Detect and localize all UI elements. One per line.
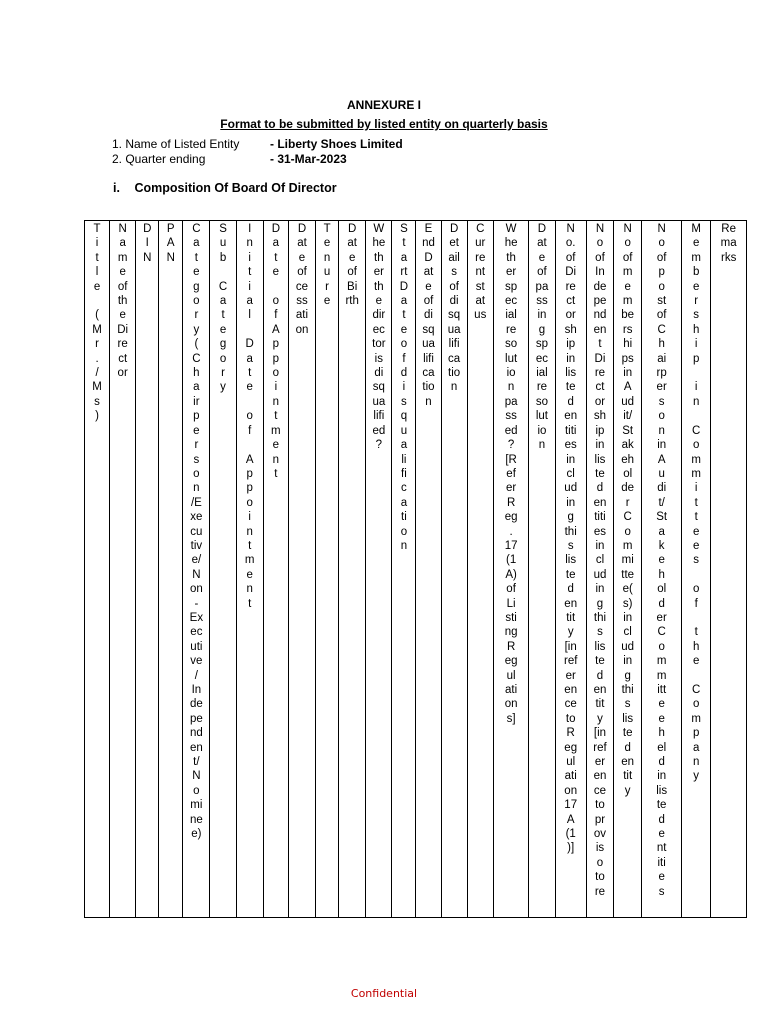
header-cell: P A N [159, 221, 183, 918]
header-cell: N o of m e m be rs hi ps in A ud it/ St ak eh ol de r C o m mi tte e( s) in cl ud in g thi s lis te d en tit y [614, 221, 642, 918]
entity-value: - Liberty Shoes Limited [270, 137, 403, 151]
annexure-title: ANNEXURE I [346, 98, 421, 112]
entity-row [112, 137, 403, 152]
header-cell: D at e of Bi rth [339, 221, 366, 918]
header-cell: C ur re nt st at us [467, 221, 493, 918]
header-cell: S u b C a t e g o r y [210, 221, 236, 918]
quarter-value: - 31-Mar-2023 [270, 152, 347, 166]
header-cell: N o of p o st of C h ai rp er s o n in A u di t/ St a k e h ol d er C o m m itt e e h el d in lis te d e nt iti e s [642, 221, 682, 918]
entity-label: 1. Name of Listed Entity [112, 137, 240, 151]
table-header-row [85, 221, 747, 918]
header-cell: D et ail s of di sq ua lifi ca tio n [441, 221, 467, 918]
header-cell: N a m e of th e Di re ct or [110, 221, 136, 918]
section-title: Composition Of Board Of Director [134, 181, 337, 195]
header-cell: W he th er sp ec ial re so lut io n pa ss ed ? [R ef er R eg . 17 (1 A) of Li sti ng R eg ul ati on s] [493, 221, 529, 918]
quarter-label: 2. Quarter ending [112, 152, 206, 166]
confidential-footer: Confidential [350, 987, 418, 1000]
header-cell: N o of In de pe nd en t Di re ct or sh ip in lis te d en titi es in cl ud in g thi s lis te d en tit y [in ref er en ce to pr ov is o to re [586, 221, 613, 918]
section-number: i. [113, 181, 120, 195]
header-cell: E nd D at e of di sq ua lifi ca tio n [416, 221, 441, 918]
header-cell: D at e of ce ss ati on [288, 221, 315, 918]
header-cell: T e n u r e [316, 221, 339, 918]
header-cell: M e m b e r s h i p i n C o m m i t t e e s o f t h e C o m p a n y [682, 221, 711, 918]
header-cell: S t a rt D a t e o f d i s q u a li fi c a ti o n [392, 221, 416, 918]
quarter-row [112, 152, 403, 167]
board-composition-table [84, 220, 747, 918]
section-heading [113, 181, 337, 195]
format-title: Format to be submitted by listed entity on quarterly basis [220, 117, 548, 131]
header-cell: W he th er th e dir ec tor is di sq ua lifi ed ? [366, 221, 392, 918]
header-cell: C a t e g o r y ( C h a ir p e r s o n /E xe cu tiv e/ N on - Ex ec uti ve / In de pe nd en t/ N o mi ne e) [183, 221, 210, 918]
header-cell: N o. of Di re ct or sh ip in lis te d en titi es in cl ud in g thi s lis te d en tit y [in ref er en ce to R eg ul ati on 17 A (1 )] [555, 221, 586, 918]
header-cell: T i t l e ( M r . / M s ) [85, 221, 110, 918]
header-cell: D at e of pa ss in g sp ec ial re so lut io n [529, 221, 555, 918]
listed-entity-info [112, 137, 403, 167]
header-cell: D a t e o f A p p o i n t m e n t [263, 221, 288, 918]
header-cell: D I N [136, 221, 159, 918]
header-cell: Re ma rks [711, 221, 747, 918]
header-cell: I n i t i a l D a t e o f A p p o i n t m e n t [236, 221, 263, 918]
